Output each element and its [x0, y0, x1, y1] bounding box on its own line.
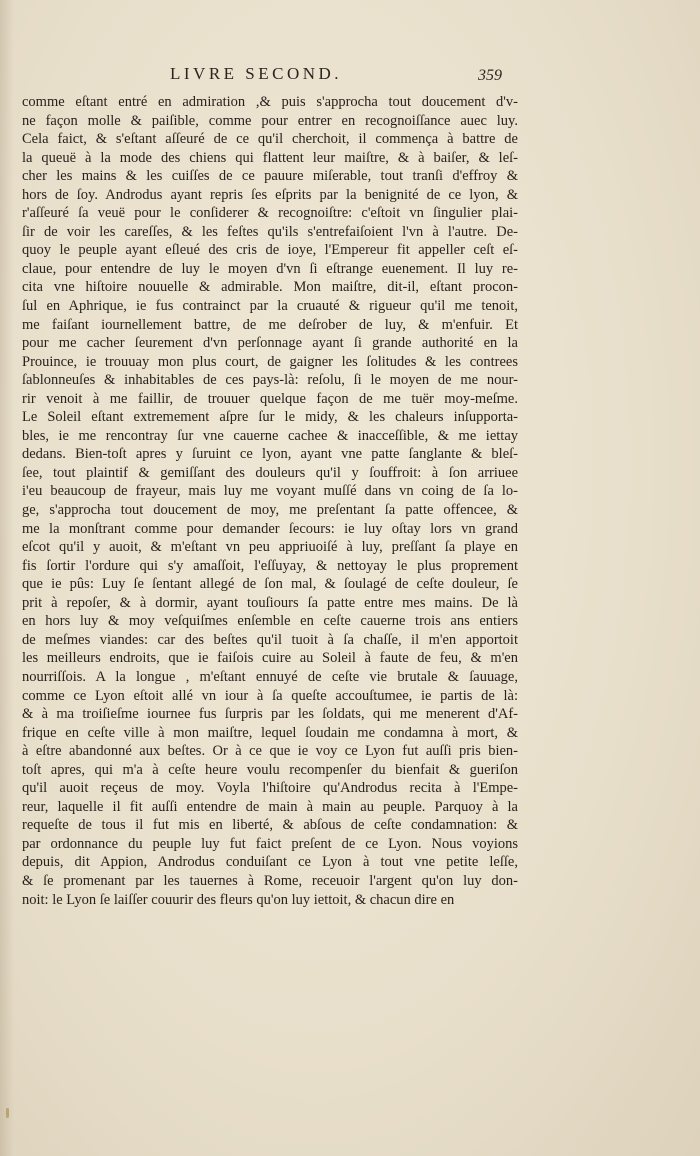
text-line: en hors luy & moy veſquiſmes enſemble en ceſte cauerne trois ans entiers — [22, 613, 518, 630]
text-line: fis ſortir l'ordure qui s'y amaſſoit, l'eſſuyay, & nettoyay le plus proprement — [22, 557, 518, 574]
text-line: frique en ceſte ville à mon maiſtre, lequel ſoudain me condamna à mort, & — [22, 724, 518, 741]
gutter-shadow — [0, 0, 14, 1156]
text-line: comme ce Lyon eſtoit allé vn iour à ſa queſte accouſtumee, ie partis de là: — [22, 687, 518, 704]
text-line: reur, laquelle il fit auſſi entendre de main à main au peuple. Parquoy à la — [22, 798, 518, 815]
text-line: à eſtre abandonné aux beſtes. Or à ce que ie voy ce Lyon fut auſſi pris bien- — [22, 743, 518, 760]
text-line: par ordonnance du peuple luy fut faict preſent de ce Lyon. Nous voyions — [22, 835, 518, 852]
text-line: r'aſſeuré ſa veuë pour le conſiderer & recognoiſtre: c'eſtoit vn ſingulier plai- — [22, 205, 518, 222]
page-number: 359 — [478, 67, 502, 84]
text-line: la queuë à la mode des chiens qui flattent leur maiſtre, & à baiſer, & leſ- — [22, 149, 518, 166]
text-line: cher les mains & les cuiſſes de ce pauure miſerable, tout tranſi d'effroy & — [22, 168, 518, 185]
text-line: ſablonneuſes & inhabitables de ces pays-là: reſolu, ſi le moyen de me nour- — [22, 372, 518, 389]
text-line: bles, ie me rencontray ſur vne cauerne cachee & inacceſſible, & me iettay — [22, 427, 518, 444]
text-line: qu'il auoit reçeus de moy. Voyla l'hiſtoire qu'Androdus recita à l'Empe- — [22, 780, 518, 797]
text-line: requeſte de tous il fut mis en liberté, & abſous de ceſte condamnation: & — [22, 817, 518, 834]
text-line: de meſmes viandes: car des beſtes qu'il tuoit à ſa chaſſe, il m'en apportoit — [22, 631, 518, 648]
text-line: ne façon molle & paiſible, comme pour entrer en recognoiſſance auec luy. — [22, 112, 518, 129]
text-line: dedans. Bien-toſt apres y ſuruint ce lyon, ayant vne patte ſanglante & bleſ- — [22, 446, 518, 463]
text-line: me faiſant iournellement battre, de me deſrober de luy, & m'enfuir. Et — [22, 316, 518, 333]
text-line: claue, pour entendre de luy le moyen d'vn ſi eſtrange euenement. Il luy re- — [22, 260, 518, 277]
text-line: rir venoit à me faillir, de trouuer quelque façon de me tuër moy-meſme. — [22, 390, 518, 407]
paper-stain — [6, 1108, 9, 1118]
text-line: noit: le Lyon ſe laiſſer couurir des fleurs qu'on luy iettoit, & chacun dire en — [22, 891, 455, 908]
text-line: pour me cacher ſeurement d'vn perſonnage ayant ſi grande authorité en la — [22, 335, 518, 352]
text-line: que ie pûs: Luy ſe ſentant allegé de ſon mal, & ſoulagé de ceſte douleur, ſe — [22, 576, 518, 593]
text-line: & à ma troiſieſme iournee fus ſurpris par les ſoldats, qui me menerent d'Af- — [22, 706, 518, 723]
text-line: cita vne hiſtoire nouuelle & admirable. Mon maiſtre, dit-il, eſtant procon- — [22, 279, 518, 296]
text-line: les meilleurs endroits, que ie faiſois cuire au Soleil à faute de feu, & m'en — [22, 650, 518, 667]
text-line: Prouince, ie trouuay mon plus court, de gaigner les ſolitudes & les contrees — [22, 353, 518, 370]
text-line: ſul en Aphrique, ie fus contrainct par la cruauté & rigueur qu'il me tenoit, — [22, 298, 518, 315]
running-title: LIVRE SECOND. — [170, 64, 343, 83]
text-line: prit à repoſer, & à dormir, ayant touſiours ſa patte entre mes mains. De là — [22, 594, 518, 611]
text-line: quoy le peuple ayant eſleué des cris de ioye, l'Empereur fit appeller ceſt eſ- — [22, 242, 518, 259]
text-line: comme eſtant entré en admiration ,& puis s'approcha tout doucement d'v- — [22, 94, 518, 110]
running-head — [20, 64, 660, 88]
text-line: ſir de voir les careſſes, & les feſtes qu'ils s'entrefaiſoient l'vn à l'autre. De- — [22, 223, 518, 240]
text-line: & ſe promenant par les tauernes à Rome, receuoir l'argent qu'on luy don- — [22, 872, 518, 889]
text-line: toſt apres, qui m'a à ceſte heure voulu recompenſer du bienfait & gueriſon — [22, 761, 518, 778]
text-line: me la monſtrant comme pour demander ſecours: ie luy oſtay lors vn grand — [22, 520, 518, 537]
text-line: i'eu beaucoup de frayeur, mais luy me voyant muſſé dans vn coing de ſa lo- — [22, 483, 518, 500]
text-line: nourriſſois. A la longue , m'eſtant ennuyé de ceſte vie brutale & ſauuage, — [22, 668, 518, 685]
text-line: eſcot qu'il y auoit, & m'eſtant vn peu appriuoiſé à luy, preſſant ſa playe en — [22, 539, 518, 556]
text-line: Le Soleil eſtant extremement aſpre ſur le midy, & les chaleurs inſupporta- — [22, 409, 518, 426]
body-text — [22, 93, 518, 909]
text-line: depuis, dit Appion, Androdus conduiſant ce Lyon à tout vne petite leſſe, — [22, 854, 518, 871]
text-line: ſee, tout plaintif & gemiſſant des douleurs qu'il y ſouffroit: à ſon arriuee — [22, 464, 518, 481]
text-line: hors de ſoy. Androdus ayant repris ſes eſprits par la benignité de ce lyon, & — [22, 186, 518, 203]
text-line: ge, s'approcha tout doucement de moy, me preſentant ſa patte offencee, & — [22, 502, 518, 519]
text-line: Cela faict, & s'eſtant aſſeuré de ce qu'il cherchoit, il commença à battre de — [22, 131, 518, 148]
